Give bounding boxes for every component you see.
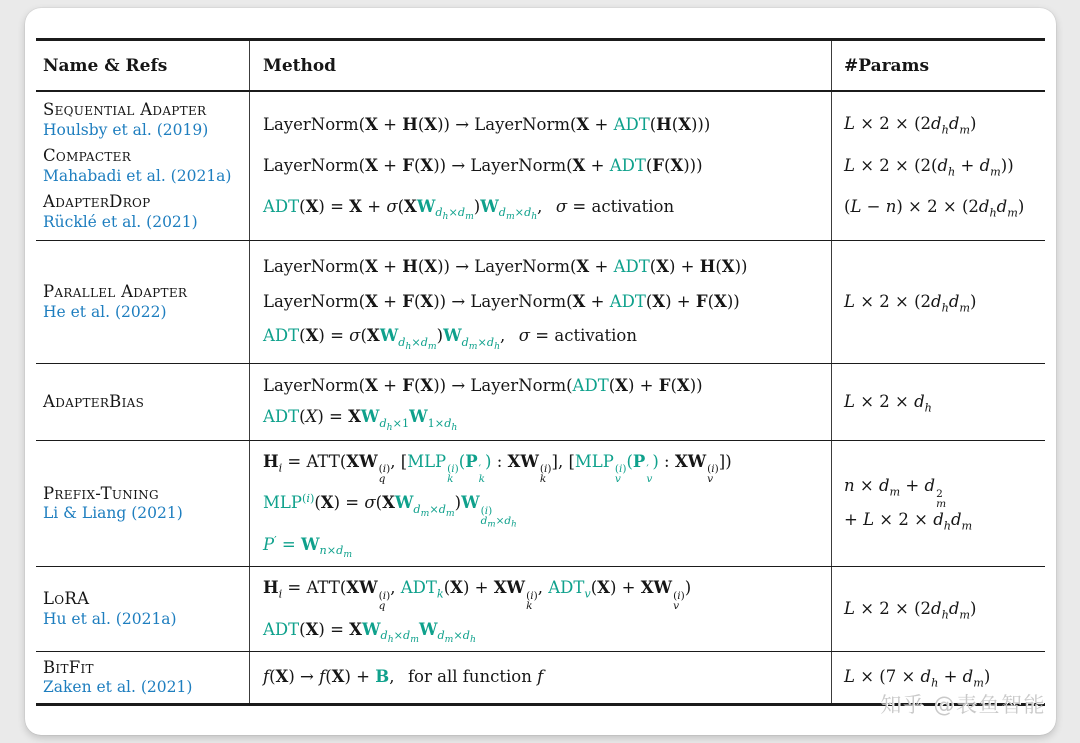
method-formula: $ADT(X) = XW_{d_h\times d_m}W_{d_m\times d_h}$ bbox=[263, 619, 476, 645]
name-block bbox=[43, 282, 243, 322]
zhihu-watermark: 知乎 @表鱼智能 bbox=[880, 693, 1046, 717]
params-cell bbox=[832, 92, 1045, 240]
method-name: AdapterBias bbox=[43, 391, 145, 411]
params-entry bbox=[844, 155, 1039, 177]
table-row-lora bbox=[36, 566, 1045, 651]
params-entry bbox=[844, 113, 1039, 135]
params-formula: $L \times 2 \times d_h$ bbox=[844, 391, 932, 415]
method-name: AdapterDrop bbox=[43, 192, 151, 211]
method-name: Parallel Adapter bbox=[43, 282, 188, 301]
methods-comparison-table bbox=[36, 38, 1045, 706]
params-formula: $L \times 2 \times (2d_hd_m)$ bbox=[844, 598, 977, 622]
method-formula: $MLP^{(i)}(X) = \sigma(XW_{d_m\times d_m})W$ (i) $d_m\times d_h$ bbox=[263, 492, 517, 530]
params-entry bbox=[844, 391, 1039, 413]
citation-link[interactable]: Hu et al. (2021a) bbox=[43, 609, 177, 628]
name-refs-cell bbox=[36, 567, 249, 651]
name-refs-cell bbox=[36, 364, 249, 440]
params-formula: $(L - n) \times 2 \times (2d_hd_m)$ bbox=[844, 197, 1025, 220]
table-row-prefix-tuning bbox=[36, 440, 1045, 566]
name-refs-cell bbox=[36, 652, 249, 703]
method-name: Prefix-Tuning bbox=[43, 483, 159, 503]
name-refs-cell bbox=[36, 241, 249, 363]
name-block bbox=[43, 484, 243, 524]
method-name: Compacter bbox=[43, 146, 132, 165]
params-cell bbox=[832, 441, 1045, 566]
params-cell bbox=[832, 567, 1045, 651]
citation-link[interactable]: Zaken et al. (2021) bbox=[43, 678, 193, 697]
name-block bbox=[43, 100, 243, 140]
name-block bbox=[43, 146, 243, 186]
paper-table-card bbox=[25, 8, 1056, 735]
params-formula: $L \times 2 \times (2d_hd_m)$ bbox=[844, 291, 977, 315]
params-formula: $L \times 2 \times (2d_hd_m)$ bbox=[844, 114, 977, 137]
method-formula: $ADT(X) = XW_{d_h\times 1}W_{1\times d_h}$ bbox=[263, 407, 458, 433]
method-cell bbox=[249, 241, 832, 363]
params-cell bbox=[832, 241, 1045, 363]
method-cell bbox=[249, 567, 832, 651]
method-formula: $ADT(X) = X + \sigma(XW_{d_h\times d_m})W_{d_m\times d_h}$, σ = activation bbox=[263, 196, 675, 223]
method-name: Sequential Adapter bbox=[43, 100, 207, 119]
params-entry bbox=[844, 291, 1039, 313]
method-cell bbox=[249, 364, 832, 440]
table-row-sequential-adapter bbox=[36, 92, 1045, 240]
name-refs-cell bbox=[36, 441, 249, 566]
method-cell bbox=[249, 92, 832, 240]
citation-link[interactable]: Houlsby et al. (2019) bbox=[43, 120, 209, 139]
params-entry bbox=[844, 666, 1039, 688]
column-header-name-refs: Name & Refs bbox=[43, 55, 168, 76]
method-cell bbox=[249, 652, 832, 703]
method-formula: $ADT(X) = \sigma(XW_{d_h\times d_m})W_{d_m\times d_h}$, σ = activation bbox=[263, 326, 637, 352]
params-formula: $L \times (7 \times d_h + d_m)$ bbox=[844, 667, 991, 690]
table-row-adapterbias bbox=[36, 363, 1045, 440]
name-block bbox=[43, 392, 243, 413]
name-block bbox=[43, 192, 243, 232]
column-header-method: Method bbox=[249, 41, 832, 90]
method-formula: LayerNorm(X + F(X)) → LayerNorm(X + ADT(F(X))) bbox=[263, 155, 703, 175]
method-name: BitFit bbox=[43, 657, 94, 677]
params-formula: + $L \times 2 \times d_hd_m$ bbox=[844, 510, 973, 533]
citation-link[interactable]: Mahabadi et al. (2021a) bbox=[43, 166, 232, 185]
method-formula: $P' = W_{n\times d_m}$ bbox=[263, 533, 353, 560]
params-entry bbox=[844, 475, 1039, 531]
method-formula: LayerNorm(X + F(X)) → LayerNorm(X + ADT(X) + F(X)) bbox=[263, 291, 740, 311]
citation-link[interactable]: He et al. (2022) bbox=[43, 302, 167, 321]
method-name: LoRA bbox=[43, 589, 90, 608]
method-formula: LayerNorm(X + H(X)) → LayerNorm(X + ADT(X) + H(X)) bbox=[263, 257, 748, 277]
method-formula: $H_i = ATT(XW$ (i) q , $ADT_k(X)$ + XW (i) k , $ADT_v(X)$ + XW (i) v ) bbox=[263, 577, 692, 612]
table-header-row bbox=[36, 41, 1045, 92]
name-block bbox=[43, 658, 243, 698]
params-entry bbox=[844, 598, 1039, 620]
name-block bbox=[43, 589, 243, 629]
name-refs-cell bbox=[36, 92, 249, 240]
params-entry bbox=[844, 196, 1039, 218]
method-formula: LayerNorm(X + H(X)) → LayerNorm(X + ADT(H(X))) bbox=[263, 114, 711, 134]
params-formula: $n \times d_m + d$ 2 m bbox=[844, 476, 947, 511]
method-formula: LayerNorm(X + F(X)) → LayerNorm(ADT(X) + F(X)) bbox=[263, 376, 703, 396]
method-cell bbox=[249, 441, 832, 566]
params-cell bbox=[832, 364, 1045, 440]
citation-link[interactable]: Li & Liang (2021) bbox=[43, 504, 183, 523]
citation-link[interactable]: Rücklé et al. (2021) bbox=[43, 212, 198, 231]
column-header-params: #Params bbox=[844, 55, 930, 76]
params-formula: $L \times 2 \times (2(d_h + d_m))$ bbox=[844, 155, 1014, 179]
table-row-parallel-adapter bbox=[36, 240, 1045, 363]
method-formula: $H_i = ATT(XW$ (i) q , [MLP (i) k (P ′ k ) : XW (i) k ], [MLP (i) v (P ′ v ) : XW (i) v ]) bbox=[263, 451, 732, 486]
method-formula: f(X) → f(X) + B, for all function f bbox=[263, 667, 544, 687]
